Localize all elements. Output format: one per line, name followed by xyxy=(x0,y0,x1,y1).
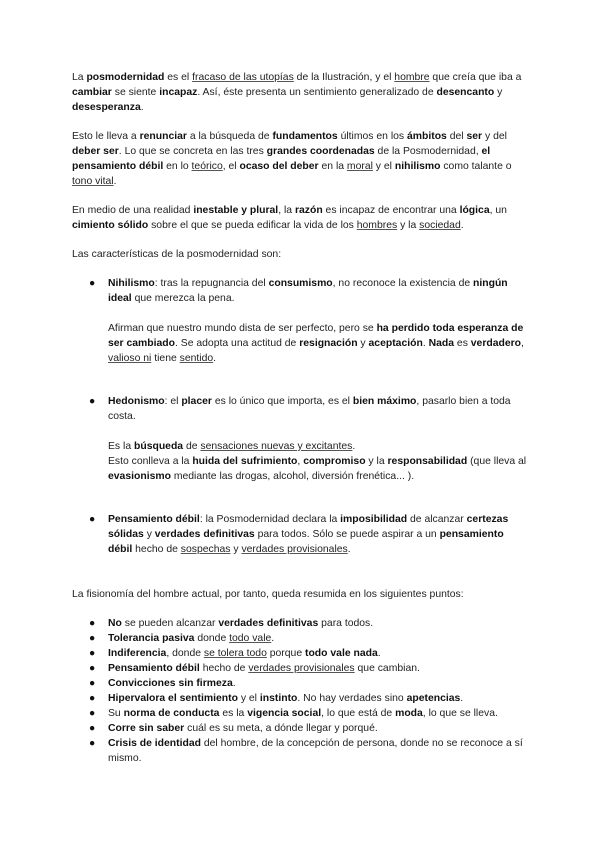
list-item: ● Convicciones sin firmeza. xyxy=(89,678,236,689)
bullet-icon: ● xyxy=(89,633,96,644)
list-item-nihilismo: ● Nihilismo: tras la repugnancia del consumismo, no reconoce la existencia de ningún ideal que merezca la pena. Afirman que nuestro mundo dista de ser perfecto, pero se ha perdido toda esperanza de ser cambiado. Se adopta una actitud de resignación y aceptación. Nada es verdadero, valioso ni tiene sentido. xyxy=(89,278,524,364)
list-item-pensamiento-debil: ● Pensamiento débil: la Posmodernidad declara la imposibilidad de alcanzar certezas sólidas y verdades definitivas para todos. Sólo se puede aspirar a un pensamiento débil hecho de sospechas y verdades provisionales. xyxy=(89,514,509,555)
paragraph-intro: La posmodernidad es el fracaso de las utopías de la Ilustración, y el hombre que creía que iba a cambiar se siente incapaz. Así, éste presenta un sentimiento generalizado de desencanto y desesperanza. xyxy=(72,72,522,113)
paragraph-caracteristicas-heading: Las características de la posmodernidad son: xyxy=(72,249,282,260)
bullet-icon: ● xyxy=(89,678,96,689)
bullet-icon: ● xyxy=(89,723,96,734)
bullet-icon: ● xyxy=(89,708,96,719)
bullet-icon: ● xyxy=(89,738,96,749)
bullet-icon: ● xyxy=(89,693,96,704)
list-item: ● Tolerancia pasiva donde todo vale. xyxy=(89,633,275,644)
list-item: ● Crisis de identidad del hombre, de la concepción de persona, donde no se reconoce a sí mismo. xyxy=(89,738,523,764)
bullet-icon: ● xyxy=(89,396,96,407)
paragraph-fisionomia-heading: La fisionomía del hombre actual, por tanto, queda resumida en los siguientes puntos: xyxy=(72,589,464,600)
paragraph-renunciar: Esto le lleva a renunciar a la búsqueda de fundamentos últimos en los ámbitos del ser y del deber ser. Lo que se concreta en las tres grandes coordenadas de la Posmodernidad, el pensamiento débil en lo teórico, el ocaso del deber en la moral y el nihilismo como talante o tono vital. xyxy=(72,131,512,187)
bullet-icon: ● xyxy=(89,648,96,659)
bullet-icon: ● xyxy=(89,618,96,629)
list-item: ● Su norma de conducta es la vigencia social, lo que está de moda, lo que se lleva. xyxy=(89,708,498,719)
list-item: ● Corre sin saber cuál es su meta, a dónde llegar y porqué. xyxy=(89,723,378,734)
bullet-icon: ● xyxy=(89,663,96,674)
list-item: ● Hipervalora el sentimiento y el instinto. No hay verdades sino apetencias. xyxy=(89,693,464,704)
document-page xyxy=(72,70,530,766)
bullet-icon: ● xyxy=(89,514,96,525)
list-item: ● No se pueden alcanzar verdades definitivas para todos. xyxy=(89,618,374,629)
summary-list xyxy=(72,616,530,766)
list-item: ● Indiferencia, donde se tolera todo porque todo vale nada. xyxy=(89,648,381,659)
list-item-hedonismo: ● Hedonismo: el placer es lo único que importa, es el bien máximo, pasarlo bien a toda costa. Es la búsqueda de sensaciones nuevas y excitantes. Esto conlleva a la huida del sufrimiento, compromiso y la responsabilidad (que lleva al evasionismo mediante las drogas, alcohol, diversión frenética... ). xyxy=(89,396,527,482)
paragraph-realidad: En medio de una realidad inestable y plural, la razón es incapaz de encontrar una lógica, un cimiento sólido sobre el que se pueda edificar la vida de los hombres y la sociedad. xyxy=(72,205,507,231)
bullet-icon: ● xyxy=(89,278,96,289)
list-item: ● Pensamiento débil hecho de verdades provisionales que cambian. xyxy=(89,663,420,674)
